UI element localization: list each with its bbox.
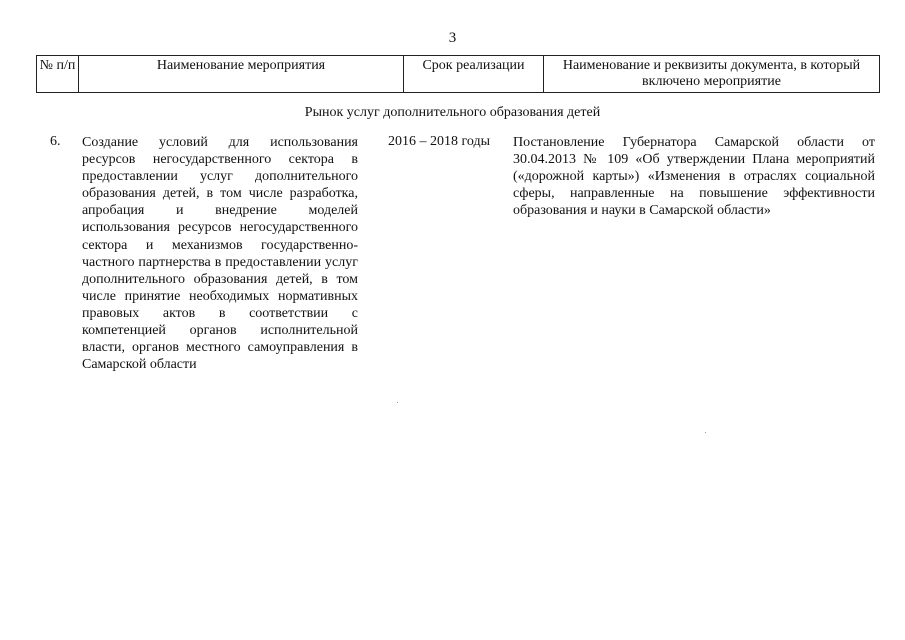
table-header [36,55,880,93]
header-col-number: № п/п [37,56,79,92]
row-number: 6. [50,134,61,149]
header-col-document: Наименование и реквизиты документа, в который включено мероприятие [562,58,861,89]
row-term: 2016 – 2018 годы [387,134,491,149]
row-document: Постановление Губернатора Самарской области от 30.04.2013 № 109 «Об утверждении Плана мероприятий («дорожной карты») «Изменения в отраслях социальной сферы, направленные на повышение эффективности образования и науки в Самарской области» [513,135,875,219]
scan-speck [705,432,706,433]
header-col-term: Срок реализации [404,56,544,92]
row-description: Создание условий для использования ресурсов негосударственного сектора в предоставлении услуг дополнительного образования детей, в том числе разработка, апробация и внедрение моделей использования ресурсов негосударственного сектора и механизмов государственно-частного партнерства в предоставлении услуг дополнительного образования детей, в том числе принятие необходимых нормативных правовых актов в соответствии с компетенцией органов исполнительной власти, органов местного самоуправления в Самарской области [82,135,358,373]
header-col-name: Наименование мероприятия [79,56,404,92]
page-number: 3 [448,30,457,46]
scan-speck [397,402,398,403]
section-title: Рынок услуг дополнительного образования детей [304,105,601,120]
